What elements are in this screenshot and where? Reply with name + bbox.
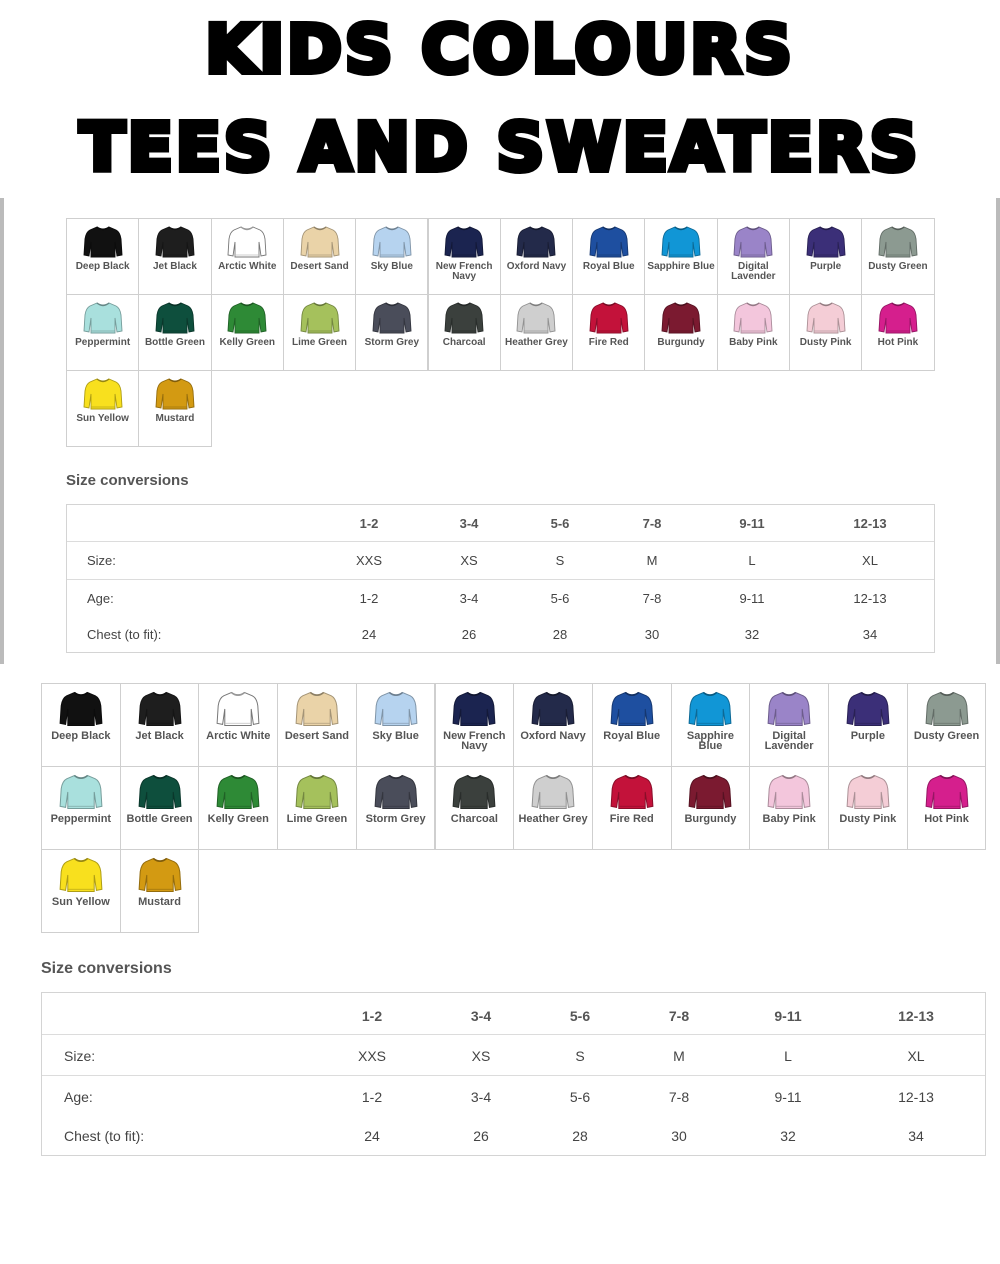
colour-name-label: Oxford Navy — [506, 261, 567, 272]
colour-name-label: Mustard — [155, 413, 195, 424]
sweater-icon — [806, 301, 846, 335]
colour-swatch-peppermint — [66, 294, 139, 371]
size-conversions-heading: Size conversions — [66, 472, 189, 489]
sweater-icon — [733, 301, 773, 335]
sweater-icon — [878, 301, 918, 335]
colour-swatch-lime-green — [277, 766, 357, 850]
colour-swatch-burgundy — [671, 766, 751, 850]
colour-swatch-desert-sand — [277, 683, 357, 767]
colour-swatch-mustard — [120, 849, 200, 933]
table-cell: 12-13 — [853, 591, 887, 606]
chart-panel-top — [0, 198, 1000, 664]
sweater-icon — [925, 690, 969, 728]
colour-swatch-oxford-navy — [513, 683, 593, 767]
colour-swatch-digital-lavender — [717, 218, 790, 295]
colour-name-label: Digital Lavender — [764, 730, 814, 752]
colour-name-label: Bottle Green — [144, 337, 205, 348]
sweater-icon — [610, 690, 654, 728]
colour-swatch-heather-grey — [513, 766, 593, 850]
colour-name-label: Royal Blue — [582, 261, 635, 272]
table-cell: XS — [471, 1048, 491, 1064]
colour-swatch-sun-yellow — [66, 370, 139, 447]
table-cell: 24 — [364, 1128, 380, 1144]
sweater-icon — [878, 225, 918, 259]
sweater-icon — [138, 773, 182, 811]
colour-name-label: Jet Black — [152, 261, 197, 272]
sweater-icon — [846, 690, 890, 728]
table-cell: 34 — [862, 627, 878, 642]
row-label: Age: — [64, 1089, 93, 1105]
sweater-icon — [733, 225, 773, 259]
table-cell: 28 — [552, 627, 568, 642]
sweater-icon — [216, 773, 260, 811]
table-cell: XXS — [357, 1048, 387, 1064]
sweater-icon — [216, 690, 260, 728]
sweater-icon — [589, 225, 629, 259]
colour-name-label: Charcoal — [450, 813, 498, 825]
colour-swatch-digital-lavender — [749, 683, 829, 767]
sweater-icon — [83, 377, 123, 411]
sweater-icon — [688, 773, 732, 811]
colour-swatch-sky-blue — [356, 683, 436, 767]
row-label: Size: — [87, 553, 116, 568]
sweater-icon — [610, 773, 654, 811]
colour-swatch-charcoal — [435, 766, 515, 850]
table-cell: 7-8 — [668, 1089, 690, 1105]
colour-swatch-heather-grey — [500, 294, 573, 371]
table-cell: XXS — [355, 553, 383, 568]
column-header: 12-13 — [898, 1008, 934, 1024]
table-cell: 30 — [644, 627, 660, 642]
colour-swatch-kelly-green — [211, 294, 284, 371]
column-header: 3-4 — [470, 1008, 492, 1024]
sweater-icon — [444, 225, 484, 259]
table-cell: M — [646, 553, 658, 568]
sweater-icon — [846, 773, 890, 811]
colour-name-label: Arctic White — [206, 730, 271, 742]
colour-name-label: Lime Green — [286, 813, 348, 825]
colour-swatch-royal-blue — [592, 683, 672, 767]
column-header: 7-8 — [642, 516, 662, 531]
table-cell: M — [673, 1048, 685, 1064]
table-cell: XL — [862, 553, 878, 568]
colour-name-label: Purple — [850, 730, 885, 742]
colour-name-label: Storm Grey — [365, 813, 426, 825]
sweater-icon — [83, 225, 123, 259]
colour-name-label: Baby Pink — [729, 337, 778, 348]
row-label: Age: — [87, 591, 114, 606]
table-cell: S — [575, 1048, 585, 1064]
sweater-icon — [531, 690, 575, 728]
sweater-icon — [767, 690, 811, 728]
sweater-icon — [155, 225, 195, 259]
table-cell: L — [784, 1048, 792, 1064]
colour-name-label: Royal Blue — [603, 730, 661, 742]
sweater-icon — [59, 690, 103, 728]
colour-swatch-dusty-green — [907, 683, 987, 767]
table-cell: 24 — [361, 627, 377, 642]
colour-swatch-desert-sand — [283, 218, 356, 295]
colour-name-label: Burgundy — [657, 337, 705, 348]
colour-name-label: Bottle Green — [126, 813, 193, 825]
sweater-icon — [300, 225, 340, 259]
colour-swatch-arctic-white — [211, 218, 284, 295]
sweater-icon — [531, 773, 575, 811]
colour-name-label: Deep Black — [51, 730, 111, 742]
colour-name-label: Storm Grey — [364, 337, 420, 348]
colour-swatch-jet-black — [120, 683, 200, 767]
column-header: 5-6 — [550, 516, 570, 531]
colour-name-label: Sun Yellow — [76, 413, 129, 424]
table-cell: 30 — [671, 1128, 687, 1144]
sweater-icon — [138, 856, 182, 894]
colour-swatch-dusty-pink — [828, 766, 908, 850]
colour-swatch-baby-pink — [717, 294, 790, 371]
size-conversions-heading: Size conversions — [41, 960, 172, 977]
colour-name-label: Dusty Pink — [799, 337, 852, 348]
colour-name-label: Dusty Pink — [839, 813, 897, 825]
colour-swatch-mustard — [138, 370, 211, 447]
colour-swatch-sun-yellow — [41, 849, 121, 933]
row-label: Chest (to fit): — [87, 627, 162, 642]
sweater-icon — [374, 690, 418, 728]
colour-name-label: Purple — [810, 261, 842, 272]
table-cell: 32 — [744, 627, 760, 642]
colour-swatch-hot-pink — [861, 294, 934, 371]
colour-name-label: Peppermint — [50, 813, 112, 825]
colour-swatch-peppermint — [41, 766, 121, 850]
colour-name-label: Sapphire Blue — [647, 261, 715, 272]
colour-swatch-storm-grey — [355, 294, 428, 371]
sweater-icon — [295, 690, 339, 728]
table-cell: 3-4 — [459, 591, 479, 606]
colour-name-label: Sun Yellow — [51, 896, 110, 908]
table-cell: 12-13 — [898, 1089, 934, 1105]
table-cell: 9-11 — [774, 1089, 802, 1105]
colour-name-label: Mustard — [138, 896, 181, 908]
colour-name-label: Fire Red — [609, 813, 654, 825]
colour-name-label: Sky Blue — [372, 730, 419, 742]
colour-name-label: Kelly Green — [207, 813, 269, 825]
sweater-icon — [589, 301, 629, 335]
colour-swatch-new-french-navy — [435, 683, 515, 767]
chart-panel-bottom — [0, 664, 1000, 1184]
page-title-line2: TEES AND SWEATERS — [79, 109, 921, 186]
sweater-icon — [806, 225, 846, 259]
colour-name-label: Jet Black — [135, 730, 184, 742]
column-header: 12-13 — [853, 516, 887, 531]
table-cell: 26 — [461, 627, 477, 642]
table-cell: 1-2 — [361, 1089, 383, 1105]
row-label: Size: — [64, 1048, 96, 1064]
column-header: 1-2 — [361, 1008, 383, 1024]
colour-name-label: Deep Black — [75, 261, 130, 272]
colour-swatch-bottle-green — [120, 766, 200, 850]
sweater-icon — [295, 773, 339, 811]
colour-swatch-dusty-green — [861, 218, 934, 295]
table-cell: 3-4 — [470, 1089, 492, 1105]
table-cell: L — [748, 553, 756, 568]
colour-swatch-lime-green — [283, 294, 356, 371]
table-cell: 9-11 — [739, 591, 765, 606]
colour-swatch-purple — [789, 218, 862, 295]
sweater-icon — [452, 773, 496, 811]
sweater-icon — [688, 690, 732, 728]
column-header: 1-2 — [359, 516, 379, 531]
colour-name-label: Kelly Green — [219, 337, 276, 348]
colour-name-label: Baby Pink — [762, 813, 816, 825]
colour-name-label: Desert Sand — [290, 261, 349, 272]
colour-swatch-sapphire-blue — [644, 218, 717, 295]
sweater-icon — [59, 856, 103, 894]
sweater-icon — [374, 773, 418, 811]
table-cell: 32 — [780, 1128, 796, 1144]
colour-swatch-royal-blue — [572, 218, 645, 295]
colour-swatch-bottle-green — [138, 294, 211, 371]
sweater-icon — [661, 301, 701, 335]
sweater-icon — [138, 690, 182, 728]
colour-name-label: Arctic White — [218, 261, 277, 272]
sweater-icon — [516, 225, 556, 259]
colour-name-label: Hot Pink — [924, 813, 969, 825]
colour-swatch-sapphire-blue — [671, 683, 751, 767]
sweater-icon — [767, 773, 811, 811]
row-label: Chest (to fit): — [64, 1128, 145, 1144]
colour-name-label: Digital Lavender — [731, 261, 776, 282]
page-title-line1: KIDS COLOURS — [205, 11, 795, 88]
column-header: 7-8 — [668, 1008, 690, 1024]
colour-swatch-fire-red — [572, 294, 645, 371]
colour-swatch-deep-black — [41, 683, 121, 767]
table-cell: 34 — [908, 1128, 924, 1144]
colour-name-label: Dusty Green — [913, 730, 980, 742]
colour-swatch-jet-black — [138, 218, 211, 295]
colour-swatch-charcoal — [428, 294, 501, 371]
sweater-icon — [444, 301, 484, 335]
colour-swatch-sky-blue — [355, 218, 428, 295]
colour-swatch-dusty-pink — [789, 294, 862, 371]
colour-swatch-oxford-navy — [500, 218, 573, 295]
sweater-icon — [155, 377, 195, 411]
table-cell: 1-2 — [359, 591, 379, 606]
colour-name-label: Fire Red — [588, 337, 629, 348]
sweater-icon — [83, 301, 123, 335]
colour-swatch-baby-pink — [749, 766, 829, 850]
table-cell: XL — [907, 1048, 925, 1064]
sweater-icon — [227, 225, 267, 259]
colour-name-label: Heather Grey — [518, 813, 588, 825]
table-cell: 5-6 — [569, 1089, 591, 1105]
colour-swatch-hot-pink — [907, 766, 987, 850]
table-cell: 5-6 — [550, 591, 570, 606]
sweater-icon — [661, 225, 701, 259]
sweater-icon — [372, 225, 412, 259]
sweater-icon — [372, 301, 412, 335]
colour-name-label: Lime Green — [292, 337, 348, 348]
table-cell: 26 — [473, 1128, 489, 1144]
column-header: 9-11 — [774, 1008, 802, 1024]
colour-swatch-storm-grey — [356, 766, 436, 850]
colour-swatch-burgundy — [644, 294, 717, 371]
row-divider — [42, 1075, 985, 1076]
sweater-icon — [300, 301, 340, 335]
colour-name-label: New French Navy — [435, 261, 493, 282]
colour-name-label: Sapphire Blue — [686, 730, 734, 752]
colour-name-label: Desert Sand — [284, 730, 350, 742]
sweater-icon — [227, 301, 267, 335]
colour-swatch-fire-red — [592, 766, 672, 850]
sweater-icon — [452, 690, 496, 728]
table-cell: S — [555, 553, 565, 568]
table-cell: XS — [460, 553, 478, 568]
colour-name-label: Charcoal — [442, 337, 486, 348]
colour-name-label: Peppermint — [75, 337, 131, 348]
sweater-icon — [59, 773, 103, 811]
colour-name-label: Burgundy — [684, 813, 737, 825]
colour-swatch-new-french-navy — [428, 218, 501, 295]
table-cell: 7-8 — [642, 591, 662, 606]
colour-swatch-deep-black — [66, 218, 139, 295]
sweater-icon — [516, 301, 556, 335]
colour-swatch-kelly-green — [198, 766, 278, 850]
column-header: 3-4 — [459, 516, 479, 531]
size-conversion-table — [66, 504, 935, 653]
table-cell: 28 — [572, 1128, 588, 1144]
colour-name-label: Oxford Navy — [520, 730, 586, 742]
row-divider — [67, 579, 934, 580]
colour-name-label: Dusty Green — [868, 261, 928, 272]
sweater-icon — [155, 301, 195, 335]
sweater-icon — [925, 773, 969, 811]
colour-name-label: Hot Pink — [877, 337, 919, 348]
row-divider — [67, 541, 934, 542]
colour-name-label: Heather Grey — [505, 337, 568, 348]
colour-name-label: New French Navy — [443, 730, 506, 752]
size-conversion-table — [41, 992, 986, 1156]
column-header: 5-6 — [569, 1008, 591, 1024]
column-header: 9-11 — [739, 516, 765, 531]
colour-swatch-purple — [828, 683, 908, 767]
row-divider — [42, 1034, 985, 1035]
colour-swatch-arctic-white — [198, 683, 278, 767]
colour-name-label: Sky Blue — [370, 261, 413, 272]
